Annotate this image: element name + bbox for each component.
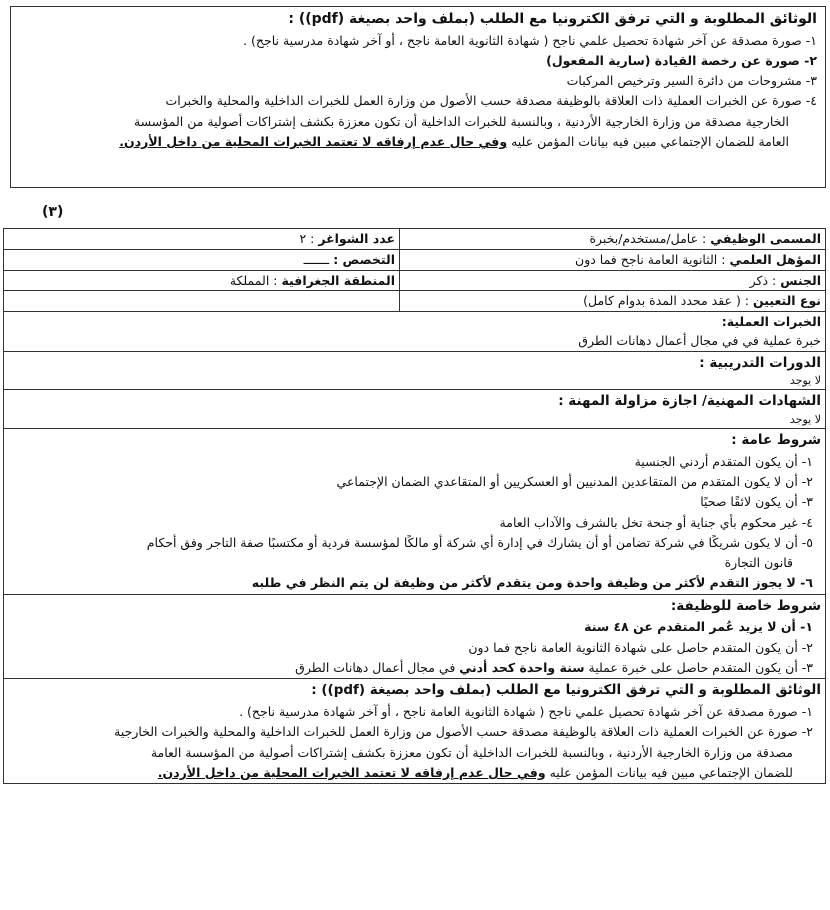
special-conditions-label: شروط خاصة للوظيفة: — [670, 597, 821, 614]
general-condition-5: ٥- أن لا يكون شريكًا في شركة تضامن أو أن يشارك في إدارة أي شركة أو مالكًا لمؤسسة فردية أو مكتسبًا صفة التاجر وفق أحكام — [146, 534, 813, 550]
courses-cell — [4, 351, 826, 390]
top-doc-item-2: ٢- صورة عن رخصة القيادة (سارية المفعول) — [546, 52, 817, 68]
appointment-label: نوع التعيين — [752, 293, 821, 309]
general-condition-3: ٣- أن يكون لائقًا صحيًا — [700, 494, 813, 510]
region-label: المنطقة الجغرافية — [281, 272, 395, 288]
general-condition-2: ٢- أن لا يكون المتقدم من المتقاعدين المدنيين أو العسكريين أو المتقاعدي الضمان الإجتماعي — [336, 474, 813, 490]
general-conditions-cell — [4, 429, 826, 595]
experience-label: الخبرات العملية: — [721, 314, 821, 329]
specialty-label: التخصص : — [333, 251, 395, 267]
special-condition-3-c: في مجال أعمال دهانات الطرق — [295, 659, 460, 675]
special-condition-3-b: سنة واحدة كحد أدني — [459, 659, 585, 675]
special-condition-3 — [8, 658, 821, 678]
top-doc-item-4-line-1: ٤- صورة عن الخبرات العملية ذات العلاقة بالوظيفة مصدقة حسب الأصول من وزارة العمل للخبرات الداخلية والمحلية والخبرات — [165, 93, 817, 109]
doc-item-2-note: وفي حال عدم إرفاقه لا تعتمد الخبرات المحلية من داخل الأردن. — [157, 764, 546, 780]
top-doc-item-4-line-3-text: العامة للضمان الإجتماعي مبين فيه بيانات المؤمن عليه — [507, 133, 789, 149]
table-row-courses — [4, 351, 826, 390]
gender-cell — [400, 270, 826, 291]
table-row-experience — [4, 312, 826, 352]
table-row-gender — [4, 270, 826, 291]
special-condition-3-a: ٣- أن يكون المتقدم حاصل على خبرة عملية — [584, 659, 813, 675]
doc-item-1: ١- صورة مصدقة عن آخر شهادة تحصيل علمي ناجح ( شهادة الثانوية العامة ناجح ، أو آخر شهادة مدرسية ناجح) . — [239, 704, 813, 720]
top-doc-item-3: ٣- مشروحات من دائرة السير وترخيص المركبات — [566, 73, 817, 89]
top-doc-item-4-line-2: الخارجية مصدقة من وزارة الخارجية الأردنية ، وبالنسبة للخبرات الداخلية أن تكون معززة بكشف إشتراكات أصولية من المؤسسة — [133, 113, 789, 129]
section-number: (٣) — [42, 204, 64, 220]
gender-value: : ذكر — [749, 272, 781, 288]
table-row-appointment — [4, 291, 826, 312]
table-row-documents — [4, 679, 826, 784]
appointment-cell — [400, 291, 826, 312]
doc-item-2-line-1: ٢- صورة عن الخبرات العملية ذات العلاقة بالوظيفة مصدقة حسب الأصول من وزارة العمل للخبرات الداخلية والمحلية والخبرات الخارجية — [114, 724, 813, 740]
experience-value: خبرة عملية في في مجال أعمال دهانات الطرق — [578, 332, 821, 348]
courses-value: لا يوجد — [789, 373, 821, 387]
courses-label: الدورات التدريبية : — [699, 354, 821, 371]
general-condition-6: ٦- لا يجوز التقدم لأكثر من وظيفة واحدة ومن يتقدم لأكثر من وظيفة لن يتم النظر في طلبه — [251, 575, 813, 591]
table-row-title — [4, 229, 826, 250]
job-details-table — [3, 228, 826, 784]
region-cell — [4, 270, 400, 291]
vacancies-label: عدد الشواغر — [318, 231, 395, 246]
gender-label: الجنس — [780, 272, 821, 288]
qualification-label: المؤهل العلمي — [729, 251, 821, 267]
general-condition-4: ٤- غير محكوم بأي جناية أو جنحة تخل بالشرف والآداب العامة — [499, 514, 813, 530]
top-doc-item-4-line-3 — [17, 132, 817, 152]
required-documents-box-top — [10, 6, 826, 188]
required-documents-title-top: الوثائق المطلوبة و التي ترفق الكترونيا مع الطلب (بملف واحد بصيغة (pdf)) : — [288, 11, 817, 27]
doc-item-2-line-3 — [8, 763, 821, 783]
certificates-cell — [4, 390, 826, 429]
specialty-cell — [4, 249, 400, 270]
table-row-qualification — [4, 249, 826, 270]
top-doc-item-1: ١- صورة مصدقة عن آخر شهادة تحصيل علمي ناجح ( شهادة الثانوية العامة ناجح ، أو آخر شهادة مدرسية ناجح) . — [243, 32, 817, 48]
specialty-value: ـــــــ — [303, 251, 334, 267]
job-title-label: المسمى الوظيفي — [710, 231, 821, 246]
special-condition-1: ١- أن لا يزيد عُمر المتقدم عن ٤٨ سنة — [584, 619, 813, 635]
doc-item-2-line-3-text: للضمان الإجتماعي مبين فيه بيانات المؤمن عليه — [545, 764, 793, 780]
certificates-value: لا يوجد — [789, 412, 821, 426]
appointment-value: : ( عقد محدد المدة بدوام كامل) — [583, 293, 753, 309]
general-conditions-label: شروط عامة : — [731, 432, 821, 448]
empty-cell — [4, 291, 400, 312]
job-title-cell — [400, 229, 826, 250]
region-value: : المملكة — [229, 272, 282, 288]
table-row-general-conditions — [4, 429, 826, 595]
special-condition-2: ٢- أن يكون المتقدم حاصل على شهادة الثانوية العامة ناجح فما دون — [468, 639, 813, 655]
table-row-certificates — [4, 390, 826, 429]
experience-cell — [4, 312, 826, 352]
job-title-value: : عامل/مستخدم/بخبرة — [589, 231, 711, 246]
doc-item-2-line-2: مصدقة من وزارة الخارجية الأردنية ، وبالنسبة للخبرات الداخلية أن تكون معززة بكشف إشتراكات أصولية من المؤسسة العامة — [150, 744, 793, 760]
vacancies-value: : ٢ — [299, 231, 319, 246]
table-row-special-conditions — [4, 594, 826, 679]
documents-cell — [4, 679, 826, 784]
general-condition-5-cont: قانون التجارة — [724, 555, 793, 571]
certificates-label: الشهادات المهنية/ اجازة مزاولة المهنة : — [558, 393, 821, 410]
qualification-cell — [400, 249, 826, 270]
vacancies-cell — [4, 229, 400, 250]
top-doc-item-4-note: وفي حال عدم إرفاقه لا تعتمد الخبرات المحلية من داخل الأردن. — [119, 133, 508, 149]
qualification-value: : الثانوية العامة ناجح فما دون — [575, 251, 730, 267]
special-conditions-cell — [4, 594, 826, 679]
general-condition-1: ١- أن يكون المتقدم أردني الجنسية — [634, 453, 813, 469]
documents-title: الوثائق المطلوبة و التي ترفق الكترونيا مع الطلب (بملف واحد بصيغة (pdf)) : — [311, 682, 821, 699]
